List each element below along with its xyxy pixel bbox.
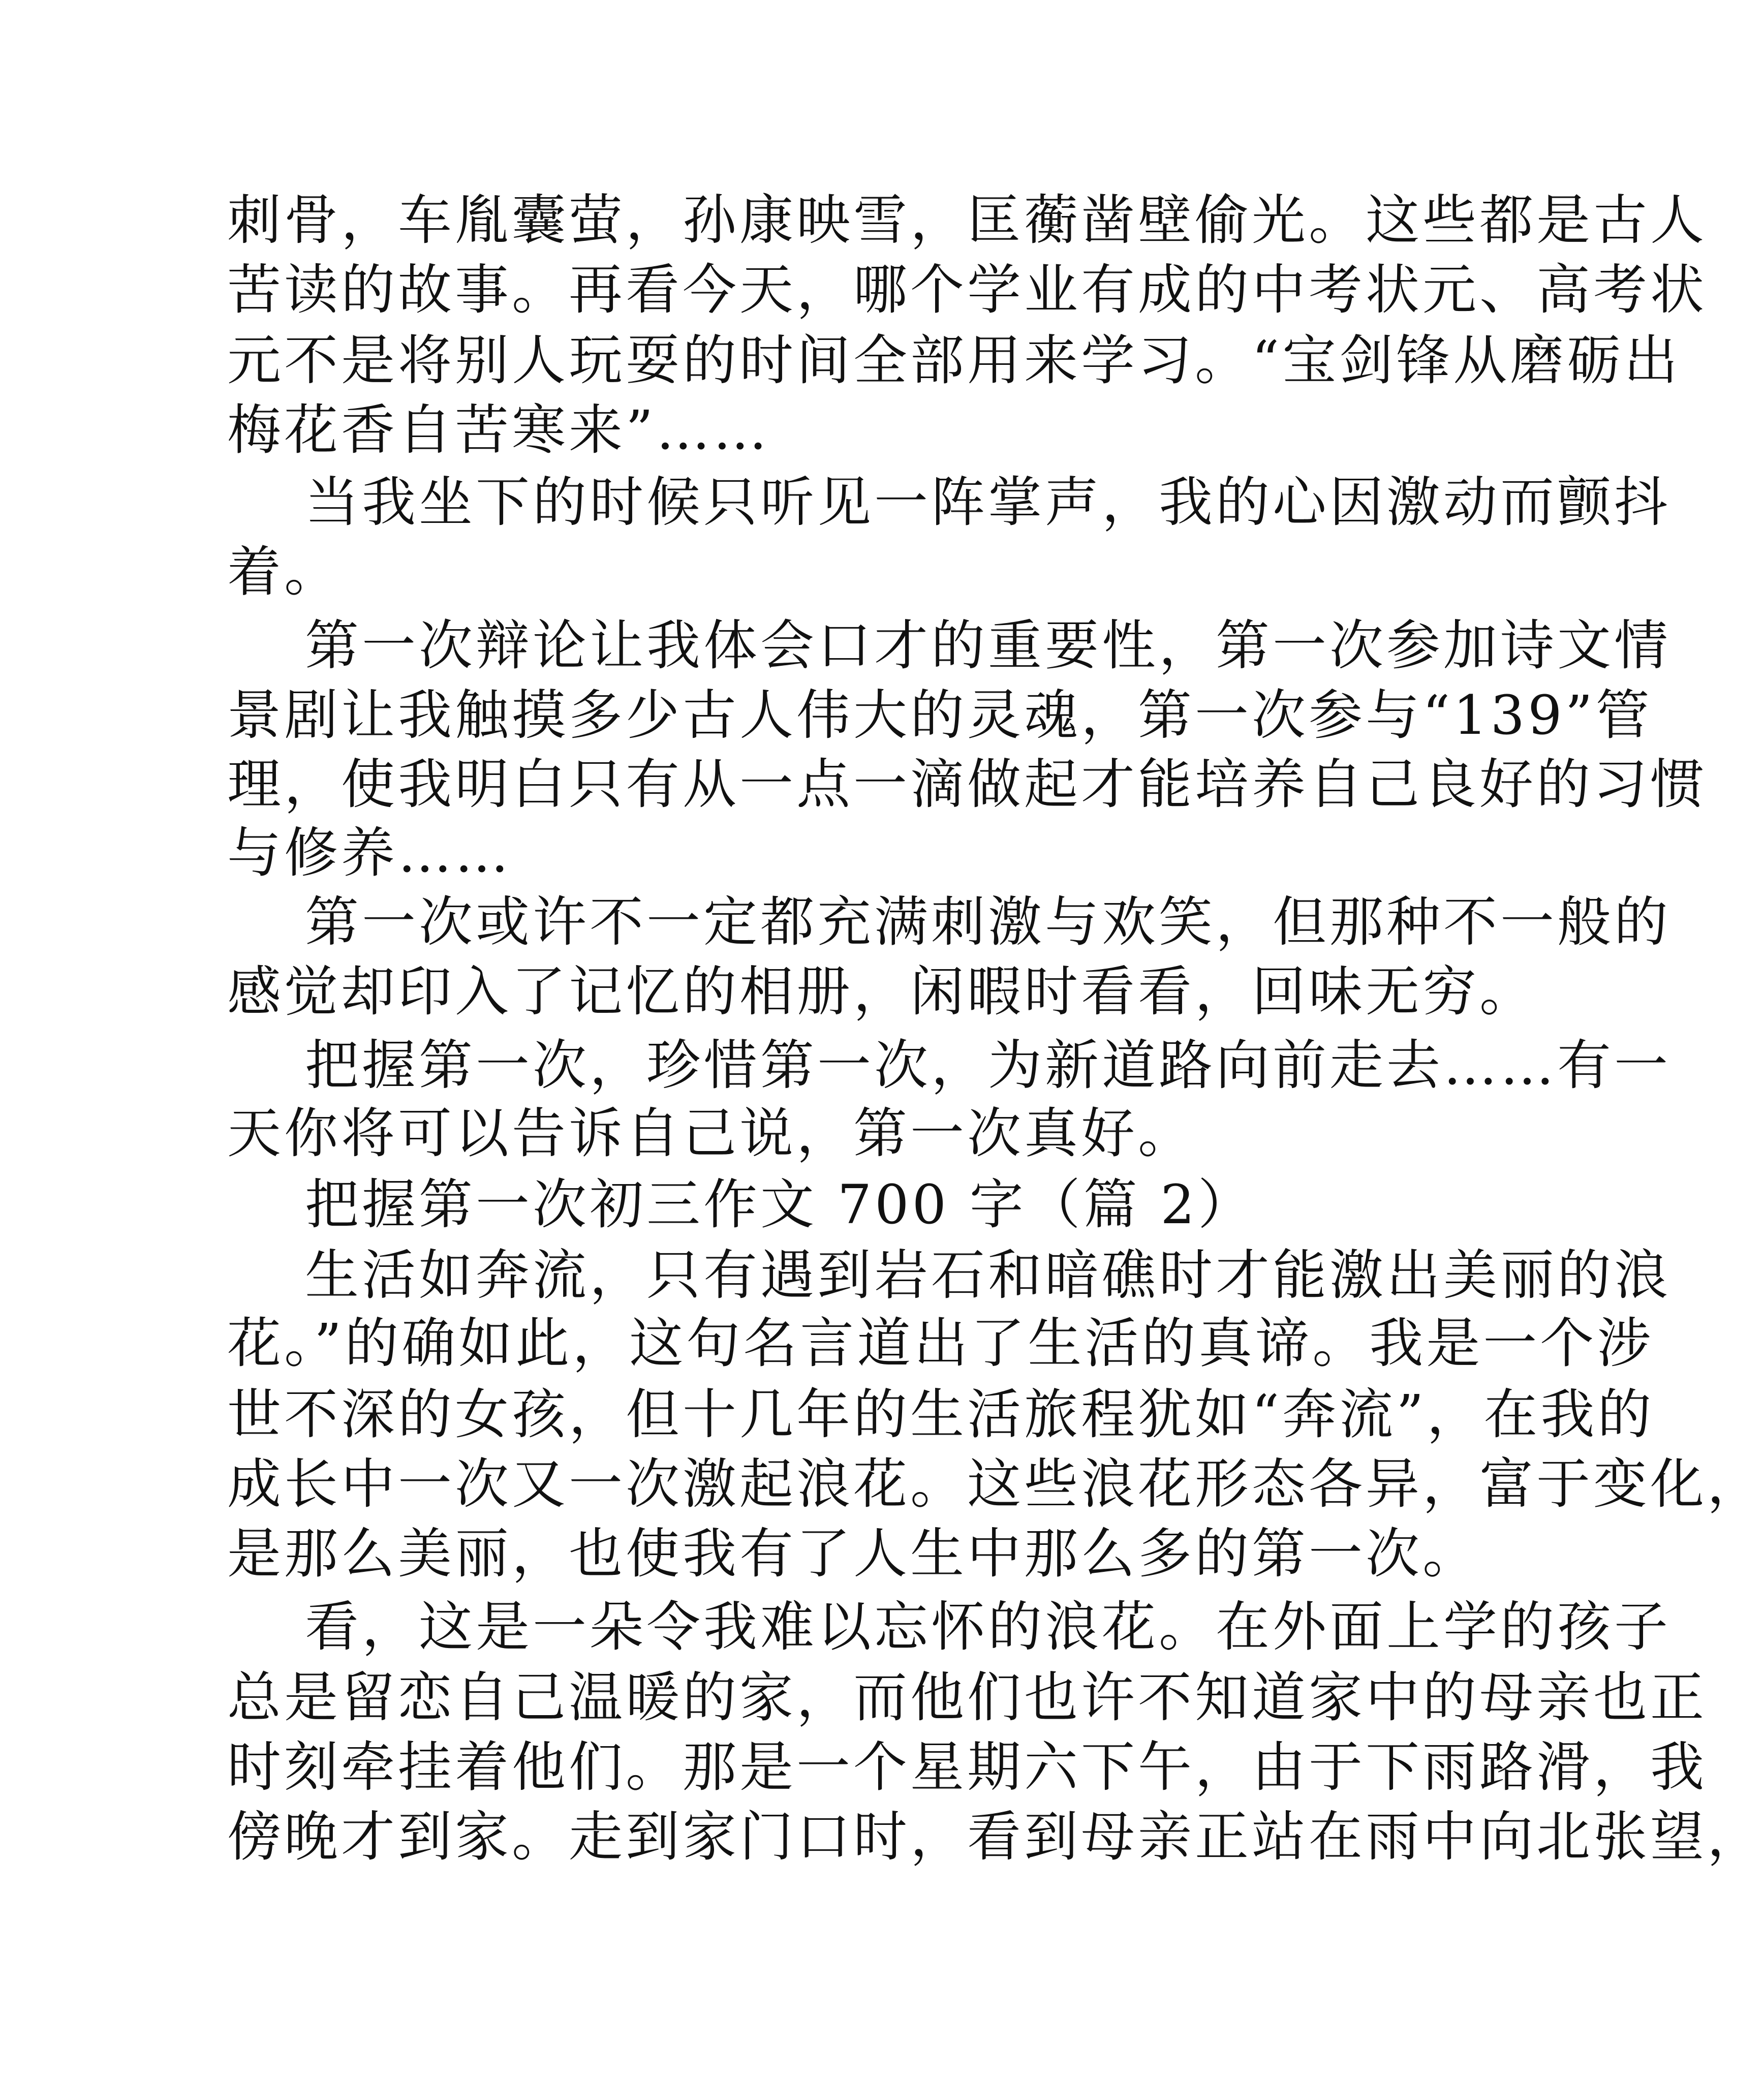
paragraph-first-line: 第一次辩论让我体会口才的重要性，第一次参加诗文情 [305, 614, 1671, 677]
text-line: 时刻牵挂着他们。那是一个星期六下午，由于下雨路滑，我 [227, 1736, 1707, 1798]
text-line: 世不深的女孩，但十几年的生活旅程犹如“奔流”，在我的 [227, 1383, 1655, 1446]
text-line: 景剧让我触摸多少古人伟大的灵魂，第一次参与“139”管 [227, 684, 1653, 747]
text-line: 着。 [227, 541, 341, 603]
paragraph-first-line: 第一次或许不一定都充满刺激与欢笑，但那种不一般的 [305, 891, 1671, 953]
text-line: 与修养…… [227, 822, 512, 884]
paragraph-first-line: 把握第一次，珍惜第一次，为新道路向前走去……有一 [305, 1034, 1671, 1097]
text-line: 刺骨，车胤囊萤，孙康映雪，匡蘅凿壁偷光。这些都是古人 [227, 189, 1707, 252]
text-line: 成长中一次又一次激起浪花。这些浪花形态各异，富于变化， [227, 1453, 1764, 1515]
text-line: 花。”的确如此，这句名言道出了生活的真谛。我是一个涉 [227, 1312, 1654, 1375]
text-line: 是那么美丽，也使我有了人生中那么多的第一次。 [227, 1523, 1479, 1585]
paragraph-first-line: 看，这是一朵令我难以忘怀的浪花。在外面上学的孩子 [305, 1596, 1671, 1658]
text-line: 梅花香自苦寒来”…… [227, 399, 770, 461]
text-line: 元不是将别人玩耍的时间全部用来学习。“宝剑锋从磨砺出 [227, 329, 1681, 392]
text-line: 总是留恋自己温暖的家，而他们也许不知道家中的母亲也正 [227, 1666, 1707, 1729]
section-heading: 把握第一次初三作文 700 字（篇 2） [305, 1173, 1255, 1236]
text-line: 傍晚才到家。走到家门口时，看到母亲正站在雨中向北张望， [227, 1806, 1764, 1868]
text-line: 感觉却印入了记忆的相册，闲暇时看看，回味无穷。 [227, 960, 1536, 1023]
paragraph-first-line: 当我坐下的时候只听见一阵掌声，我的心因激动而颤抖 [305, 471, 1671, 534]
text-line: 苦读的故事。再看今天，哪个学业有成的中考状元、高考状 [227, 259, 1707, 321]
text-line: 理，使我明白只有从一点一滴做起才能培养自己良好的习惯 [227, 753, 1707, 816]
text-line: 天你将可以告诉自己说，第一次真好。 [227, 1102, 1195, 1165]
paragraph-first-line: 生活如奔流，只有遇到岩石和暗礁时才能激出美丽的浪 [305, 1244, 1671, 1307]
